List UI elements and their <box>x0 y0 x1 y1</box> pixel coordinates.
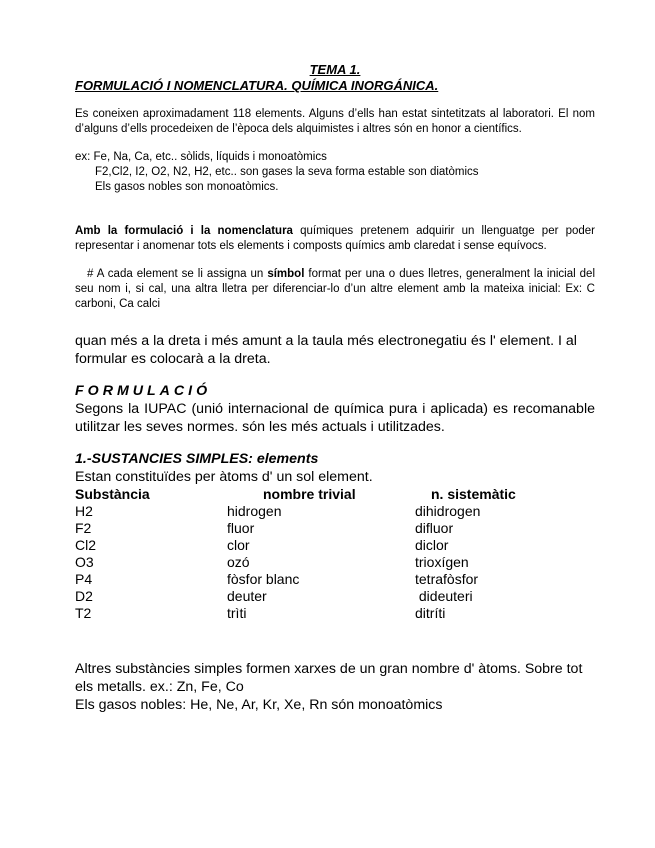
cell-systematic-name: ditríti <box>415 605 446 621</box>
cell-substance: F2 <box>75 520 92 536</box>
cell-substance: T2 <box>75 605 92 621</box>
cell-systematic-name: dideuteri <box>415 588 473 604</box>
cell-systematic-name: dihidrogen <box>415 503 481 519</box>
symbol-after: format per una o dues lletres, generalment la inicial del seu nom i, si cal, una altra lletra per diferenciar-lo d’un altre element amb la mateixa inicial: Ex: C carboni, Ca calci <box>75 268 595 310</box>
page-title: TEMA 1. <box>309 62 361 77</box>
cell-systematic-name: difluor <box>415 520 454 536</box>
example-line-2: F2,Cl2, I2, O2, N2, H2, etc.. son gases la seva forma estable son diatòmics <box>95 166 479 178</box>
formulation-bold: Amb la formulació i la nomenclatura <box>75 225 293 237</box>
intro-paragraph: Es coneixen aproximadament 118 elements. Alguns d’ells han estat sintetitzats al laboratori. El nom d’alguns d’ells procedeixen de l’època dels alquimistes i altres són en honor a científics. <box>75 108 595 135</box>
page-subtitle: FORMULACIÓ I NOMENCLATURA. QUÍMICA INORGÁNICA. <box>75 78 439 93</box>
simple-substances-subtext: Estan constituïdes per àtoms d' un sol element. <box>75 469 373 485</box>
table-row <box>75 537 516 554</box>
closing-line-1: Altres substàncies simples formen xarxes de un gran nombre d' àtoms. Sobre tot els metalls. ex.: Zn, Fe, Co <box>75 661 583 695</box>
formulacio-text: Segons la IUPAC (unió internacional de química pura i aplicada) es recomanable utilitzar les seves normes. són les més actuals i utilitzades. <box>75 401 595 435</box>
electronegativity-paragraph: quan més a la dreta i més amunt a la taula més electronegatiu és l' element. I al formular es colocarà a la dreta. <box>75 333 577 367</box>
cell-trivial-name: clor <box>227 537 250 553</box>
formulation-rest: químiques pretenem adquirir un llenguatge per poder representar i anomenar tots els elements i composts químics amb claredat i sense equívocs. <box>75 225 595 252</box>
closing-line-2: Els gasos nobles: He, Ne, Ar, Kr, Xe, Rn són monoatòmics <box>75 697 443 713</box>
table-row <box>75 605 516 622</box>
formulation-paragraph <box>75 224 595 254</box>
cell-trivial-name: trìti <box>227 605 247 621</box>
table-row <box>75 554 516 571</box>
cell-substance: P4 <box>75 571 93 587</box>
table-body <box>75 503 516 622</box>
cell-trivial-name: deuter <box>227 588 267 604</box>
table-row <box>75 571 516 588</box>
cell-trivial-name: ozó <box>227 554 250 570</box>
example-line-3: Els gasos nobles son monoatòmics. <box>95 181 279 193</box>
cell-systematic-name: diclor <box>415 537 449 553</box>
cell-substance: H2 <box>75 503 93 519</box>
cell-substance: Cl2 <box>75 537 97 553</box>
symbol-paragraph <box>75 267 595 312</box>
simple-substances-heading: 1.-SUSTANCIES SIMPLES: elements <box>75 451 319 467</box>
cell-trivial-name: fòsfor blanc <box>227 571 300 587</box>
cell-substance: D2 <box>75 588 93 604</box>
symbol-bold: símbol <box>267 268 305 280</box>
substances-table <box>75 486 516 622</box>
formulacio-heading: FORMULACIÓ <box>75 383 212 399</box>
symbol-before: # A cada element se li assigna un <box>87 268 268 280</box>
table-row <box>75 588 516 605</box>
table-row <box>75 503 516 520</box>
document-page <box>75 62 595 714</box>
example-line-1: ex: Fe, Na, Ca, etc.. sòlids, líquids i monoatòmics <box>75 151 327 163</box>
cell-systematic-name: trioxígen <box>415 554 469 570</box>
cell-systematic-name: tetrafòsfor <box>415 571 479 587</box>
cell-trivial-name: hidrogen <box>227 503 282 519</box>
cell-substance: O3 <box>75 554 94 570</box>
table-row <box>75 520 516 537</box>
cell-trivial-name: fluor <box>227 520 255 536</box>
column-header-trivial: nombre trivial <box>263 486 356 502</box>
table-header-row <box>75 486 516 503</box>
column-header-systematic: n. sistemàtic <box>431 486 516 502</box>
column-header-substance: Substància <box>75 486 150 502</box>
